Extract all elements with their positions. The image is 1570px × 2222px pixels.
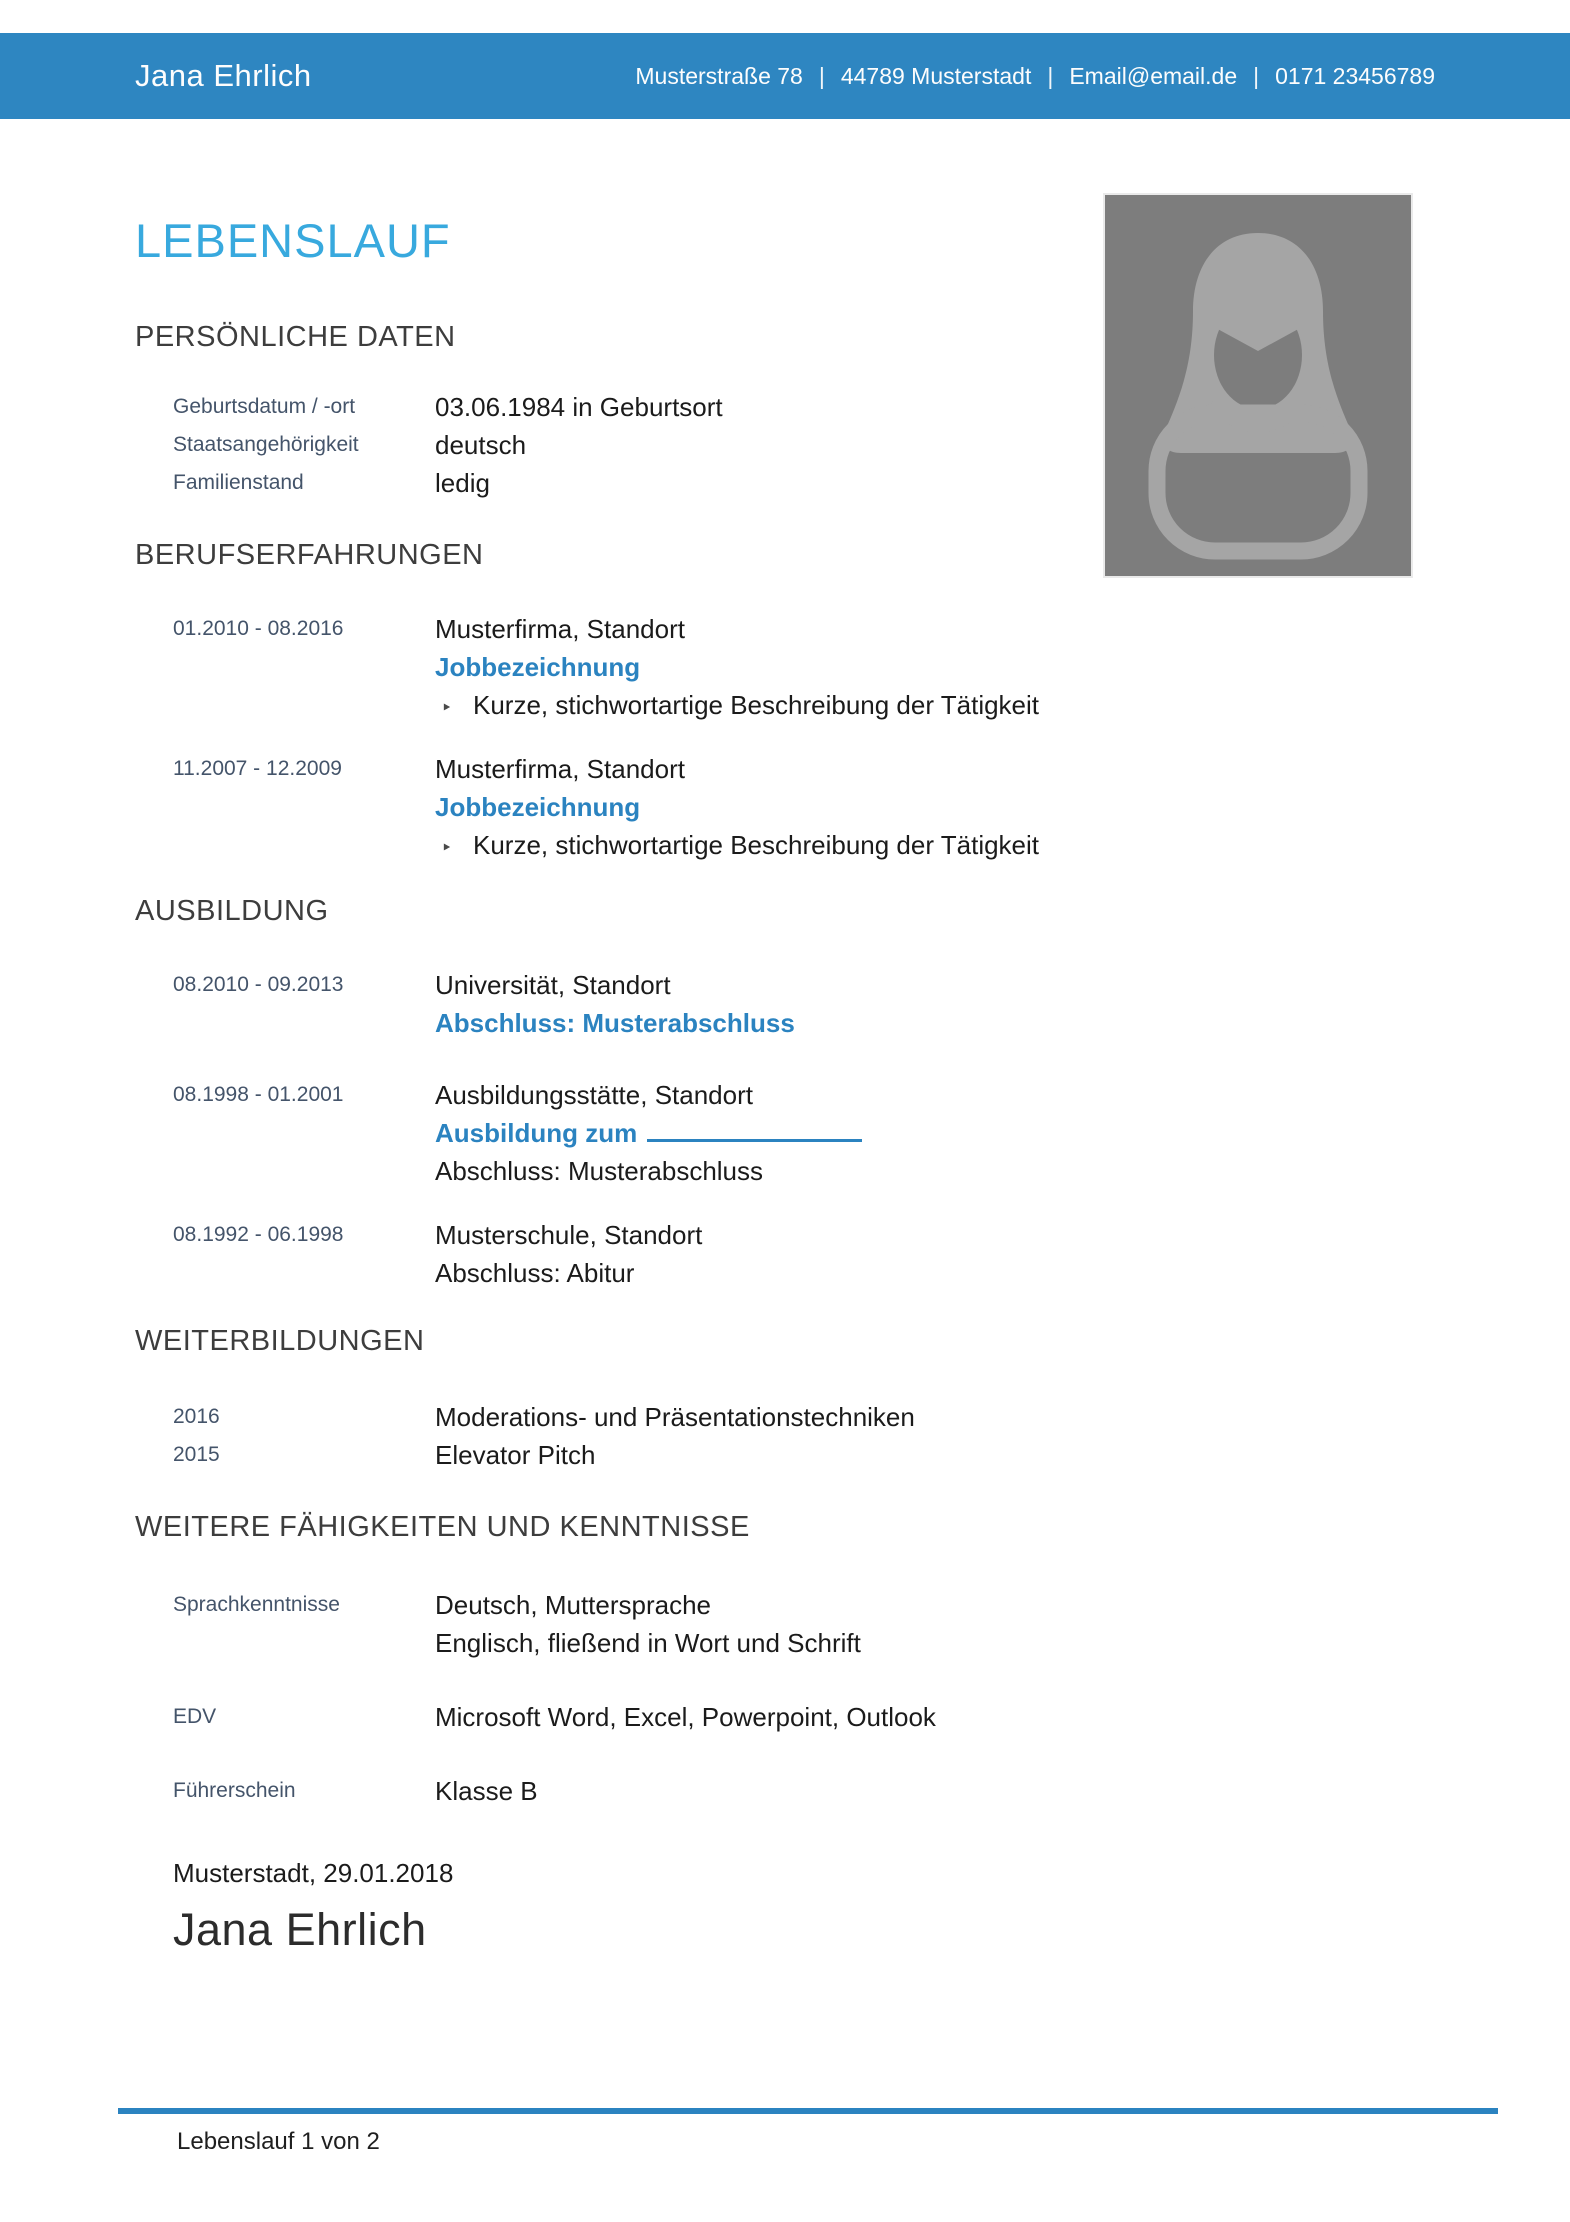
row-label: Sprachkenntnisse [173, 1593, 340, 1616]
item-dates: 01.2010 - 08.2016 [173, 617, 344, 640]
row-label: EDV [173, 1705, 217, 1728]
bullet-item [435, 826, 1435, 864]
header-contact [635, 63, 1435, 90]
section-heading-experience: BERUFSERFAHRUNGEN [135, 539, 484, 571]
school: Musterschule, Standort [435, 1220, 703, 1250]
separator: | [818, 62, 825, 89]
fill-in-blank-line [647, 1116, 862, 1142]
personal-row [135, 426, 1435, 464]
section-heading-education: AUSBILDUNG [135, 895, 329, 927]
personal-rows [135, 388, 1435, 502]
header-bar [0, 33, 1570, 119]
item-dates: 08.2010 - 09.2013 [173, 973, 344, 996]
experience-items [135, 610, 1435, 864]
company: Musterfirma, Standort [435, 614, 685, 644]
training-row [135, 1398, 1435, 1436]
item-dates: 08.1998 - 01.2001 [173, 1083, 344, 1106]
row-value: 03.06.1984 in Geburtsort [435, 392, 723, 422]
job-title: Jobbezeichnung [435, 792, 641, 822]
row-label: Staatsangehörigkeit [173, 433, 359, 456]
skill-line: Deutsch, Muttersprache [435, 1590, 712, 1620]
section-heading-skills: WEITERE FÄHIGKEITEN UND KENNTNISSE [135, 1511, 750, 1543]
skill-line: Englisch, fließend in Wort und Schrift [435, 1628, 861, 1658]
personal-row [135, 464, 1435, 502]
skills-rows [135, 1586, 1435, 1810]
training-row [135, 1436, 1435, 1474]
education-item [135, 966, 1435, 1042]
separator: | [1253, 62, 1260, 89]
item-dates: 11.2007 - 12.2009 [173, 757, 342, 780]
degree-note: Abschluss: Abitur [435, 1258, 635, 1288]
place-and-date: Musterstadt, 29.01.2018 [173, 1858, 454, 1888]
header-email: Email@email.de [1069, 62, 1238, 89]
row-value: ledig [435, 468, 490, 498]
signature-name: Jana Ehrlich [173, 1904, 427, 1955]
bullet-text: Kurze, stichwortartige Beschreibung der Tätigkeit [473, 690, 1040, 720]
header-city: 44789 Musterstadt [840, 62, 1032, 89]
job-title: Jobbezeichnung [435, 652, 641, 682]
school: Ausbildungsstätte, Standort [435, 1080, 753, 1110]
triangle-bullet-icon: ‣ [441, 838, 453, 859]
degree: Abschluss: Musterabschluss [435, 1008, 795, 1038]
school: Universität, Standort [435, 970, 671, 1000]
skills-row [135, 1698, 1435, 1736]
skills-row [135, 1586, 1435, 1662]
item-dates: 08.1992 - 06.1998 [173, 1223, 344, 1246]
bullet-text: Kurze, stichwortartige Beschreibung der Tätigkeit [473, 830, 1040, 860]
training-name: Moderations- und Präsentationstechniken [435, 1402, 915, 1432]
header-phone: 0171 23456789 [1275, 62, 1435, 89]
header-address: Musterstraße 78 [635, 62, 803, 89]
education-items [135, 966, 1435, 1292]
training-name: Elevator Pitch [435, 1440, 596, 1470]
education-item [135, 1076, 1435, 1190]
page-title: LEBENSLAUF [135, 214, 451, 267]
item-dates: 2016 [173, 1405, 220, 1428]
row-label: Familienstand [173, 471, 304, 494]
section-heading-trainings: WEITERBILDUNGEN [135, 1325, 425, 1357]
skills-row [135, 1772, 1435, 1810]
cv-page [0, 118, 1570, 1958]
row-label: Führerschein [173, 1779, 296, 1802]
footer-divider [118, 2108, 1498, 2114]
skill-line: Klasse B [435, 1776, 538, 1806]
triangle-bullet-icon: ‣ [441, 698, 453, 719]
degree-note: Abschluss: Musterabschluss [435, 1156, 764, 1186]
item-dates: 2015 [173, 1443, 220, 1466]
experience-item [135, 610, 1435, 724]
separator: | [1047, 62, 1054, 89]
education-item [135, 1216, 1435, 1292]
skill-line: Microsoft Word, Excel, Powerpoint, Outlook [435, 1702, 936, 1732]
row-value: deutsch [435, 430, 527, 460]
row-label: Geburtsdatum / -ort [173, 395, 356, 418]
footer-page-number: Lebenslauf 1 von 2 [177, 2128, 380, 2155]
header-name: Jana Ehrlich [135, 58, 312, 93]
training-rows [135, 1398, 1435, 1474]
company: Musterfirma, Standort [435, 754, 685, 784]
personal-row [135, 388, 1435, 426]
bullet-item [435, 686, 1435, 724]
section-heading-personal: PERSÖNLICHE DATEN [135, 321, 456, 353]
degree [435, 1114, 1435, 1152]
experience-item [135, 750, 1435, 864]
degree-text: Ausbildung zum [435, 1118, 638, 1148]
